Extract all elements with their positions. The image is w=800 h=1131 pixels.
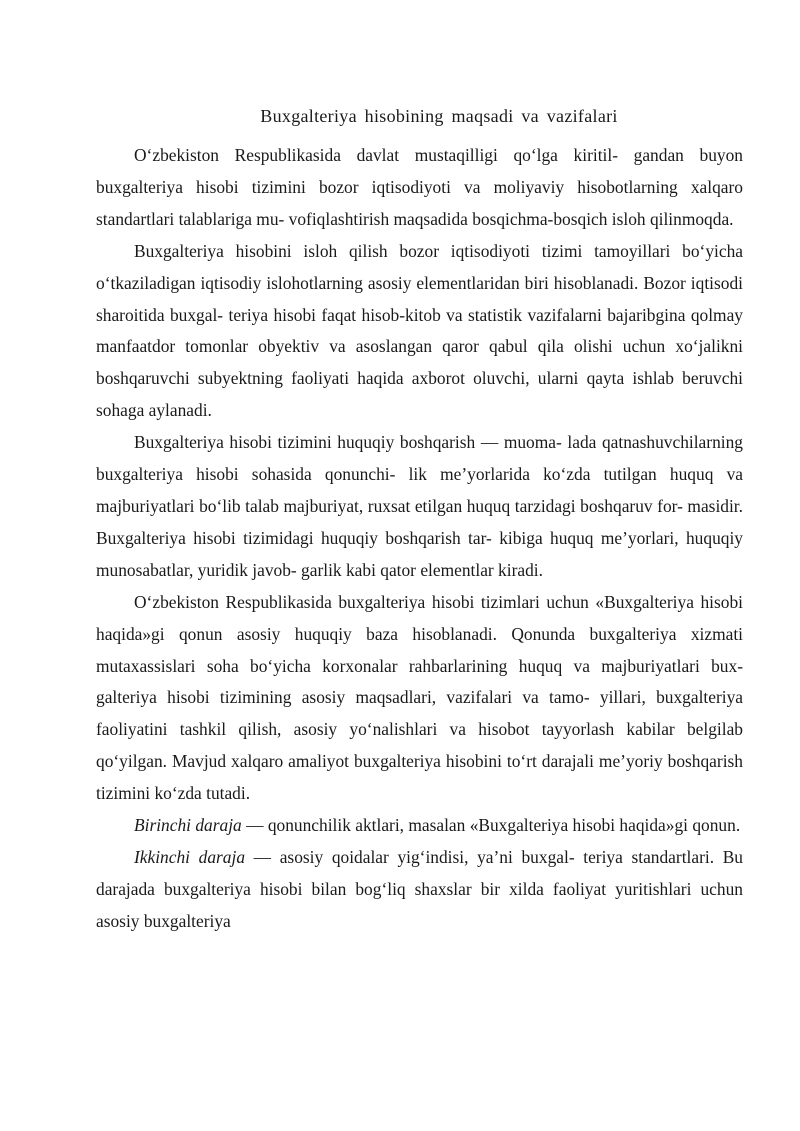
document-body <box>96 140 743 938</box>
paragraph-level-2 <box>96 842 743 938</box>
paragraph: O‘zbekiston Respublikasida davlat mustaqilligi qo‘lga kiritil- gandan buyon buxgalteriya hisobi tizimini bozor iqtisodiyoti va moliyaviy hisobotlarning xalqaro standartlari talablariga mu- vofiqlashtirish maqsadida bosqichma-bosqich isloh qilinmoqda. <box>96 145 743 229</box>
level-1-text: — qonunchilik aktlari, masalan «Buxgalteriya hisobi haqida»gi qonun. <box>241 815 741 836</box>
document-title: Buxgalteriya hisobining maqsadi va vazifalari <box>260 106 618 126</box>
paragraph: Buxgalteriya hisobini isloh qilish bozor iqtisodiyoti tizimi tamoyillari bo‘yicha o‘tkaziladigan iqtisodiy islohotlarning asosiy elementlaridan biri hisoblanadi. Bozor iqtisodi sharoitida buxgal- teriya hisobi faqat hisob-kitob va statistik vazifalarni bajaribgina qolmay manfaatdor tomonlar obyektiv va asoslangan qaror qabul qila olishi uchun xo‘jalikni boshqaruvchi subyektning faoliyati haqida axborot oluvchi, ularni qayta ishlab beruvchi sohaga aylanadi. <box>96 240 743 421</box>
level-2-text: — asosiy qoidalar yig‘indisi, ya’ni buxgal- teriya standartlari. Bu darajada buxgalteriya hisobi bilan bog‘liq shaxslar bir xilda faoliyat yuritishlari uchun asosiy buxgalteriya <box>96 846 743 931</box>
paragraph-level-1 <box>96 810 743 842</box>
paragraph: Buxgalteriya hisobi tizimini huquqiy boshqarish — muoma- lada qatnashuvchilarning buxgalteriya hisobi sohasida qonunchi- lik me’yorlarida ko‘zda tutilgan huquq va majburiyatlari bo‘lib talab majburiyat, ruxsat etilgan huquq tarzidagi boshqaruv for- masidir. Buxgalteriya hisobi tizimidagi huquqiy boshqarish tar- kibiga huquq me’yorlari, huquqiy munosabatlar, yuridik javob- garlik kabi qator elementlar kiradi. <box>96 432 743 580</box>
level-1-term: Birinchi daraja <box>134 815 242 836</box>
paragraph: O‘zbekiston Respublikasida buxgalteriya hisobi tizimlari uchun «Buxgalteriya hisobi haqida»gi qonun asosiy huquqiy baza hisoblanadi. Qonunda buxgalteriya xizmati mutaxassislari soha bo‘yicha korxonalar rahbarlarining huquq va majburiyatlari bux- galteriya hisobi tizimining asosiy maqsadlari, vazifalari va tamo- yillari, buxgalteriya faoliyatini tashkil qilish, asosiy yo‘nalishlari va hisobot tayyorlash kabilar belgilab qo‘yilgan. Mavjud xalqaro amaliyot buxgalteriya hisobini to‘rt darajali me’yoriy boshqarish tizimini ko‘zda tutadi. <box>96 591 743 804</box>
level-2-term: Ikkinchi daraja <box>134 846 246 867</box>
